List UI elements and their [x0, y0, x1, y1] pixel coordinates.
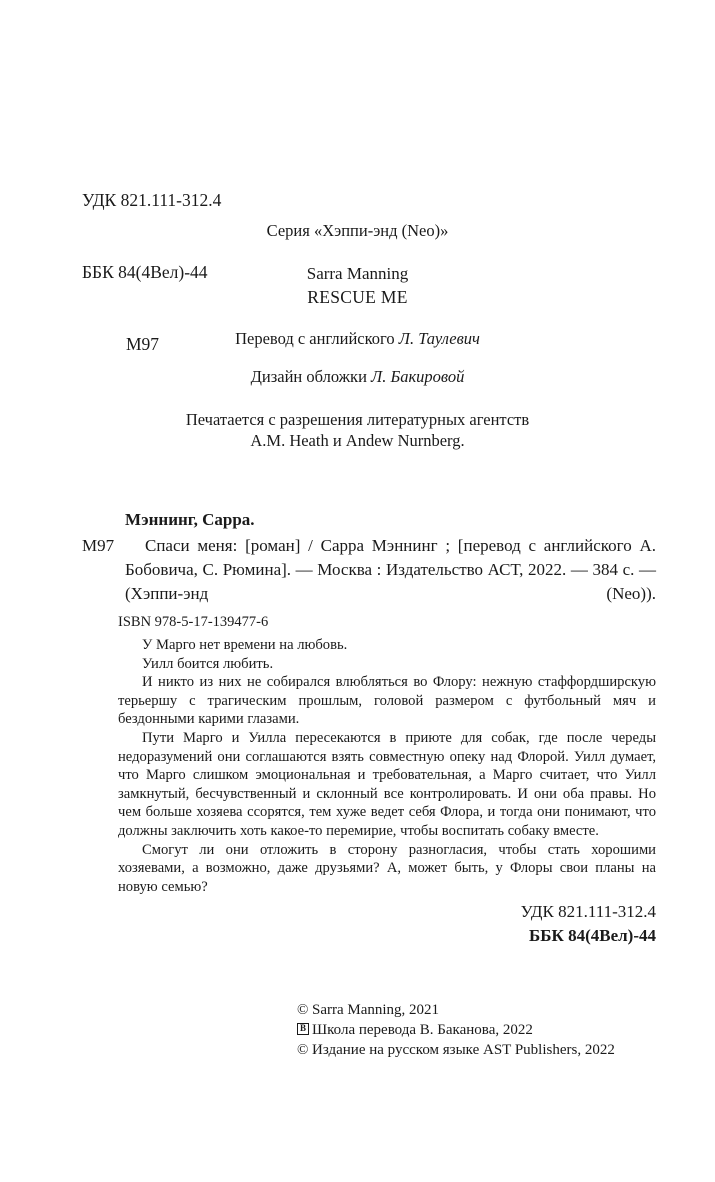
- annotation-paragraph: И никто из них не собирался влюбляться во Флору: нежную стаффордширскую терьершу с трагическим прошлым, головой размером с футбольный мяч и бездонными карими глазами.: [118, 674, 656, 728]
- copyright-block: [297, 1000, 615, 1060]
- translator-prefix: Перевод с английского: [235, 329, 399, 348]
- copyright-line-publisher: [297, 1040, 615, 1060]
- permission-line-2: A.M. Heath и Andew Nurnberg.: [250, 431, 465, 450]
- bibliographic-record: [82, 508, 656, 630]
- bbk-code-top: ББК 84(4Вел)-44: [82, 262, 208, 282]
- copyright-translation-text: Школа перевода В. Баканова, 2022: [312, 1022, 533, 1038]
- designer-name: Л. Бакировой: [371, 367, 465, 386]
- udk-code-bottom: УДК 821.111-312.4: [520, 902, 656, 921]
- udk-code-top: УДК 821.111-312.4: [82, 190, 222, 210]
- permission-notice: [0, 409, 715, 451]
- bakanov-school-logo-icon: [297, 1023, 309, 1035]
- translator-credit: [0, 328, 715, 350]
- biblio-sigla: М97: [82, 536, 115, 555]
- copyright-icon: ©: [297, 1042, 309, 1058]
- original-author: Sarra Manning: [306, 264, 409, 283]
- library-codes-bottom: [0, 900, 656, 948]
- copyright-publisher-text: Издание на русском языке AST Publishers, 2022: [312, 1042, 615, 1058]
- designer-prefix: Дизайн обложки: [250, 367, 372, 386]
- isbn-line: ISBN 978-5-17-139477-6: [118, 614, 269, 630]
- annotation-paragraph: Уилл боится любить.: [142, 655, 274, 672]
- translator-name: Л. Таулевич: [398, 329, 480, 348]
- biblio-entry-text: Спаси меня: [роман] / Сарра Мэннинг ; [перевод с английского А. Бобовича, С. Рюмина]. — Москва : Издательство АСТ, 2022. — 384 с. — (Хэппи-энд (Neo)).: [125, 536, 656, 603]
- copyright-icon: ©: [297, 1002, 309, 1018]
- bbk-code-bottom: ББК 84(4Вел)-44: [529, 926, 656, 945]
- biblio-author-heading: Мэннинг, Сарра.: [125, 510, 255, 529]
- permission-line-1: Печатается с разрешения литературных агентств: [185, 410, 530, 429]
- cover-designer-credit: [0, 366, 715, 388]
- series-line: Серия «Хэппи-энд (Neo)»: [266, 221, 449, 240]
- original-title: RESCUE ME: [307, 287, 408, 307]
- author-sigla-top: М97: [126, 334, 160, 354]
- annotation-paragraph: Пути Марго и Уилла пересекаются в приюте для собак, где после череды недоразумений они соглашаются взять совместную опеку над Флорой. Уилл думает, что Марго слишком эмоциональная и требовательная, а Марго считает, что Уилл замкнутый, бесчувственный и склонный все контролировать. И они оба правы. Но чем больше хозяева ссорятся, тем хуже ведет себя Флора, и тогда они понимают, что должны заключить хоть какое-то перемирие, чтобы воспитать собаку вместе.: [118, 729, 656, 839]
- copyright-line-author: [297, 1000, 615, 1020]
- copyright-author-text: Sarra Manning, 2021: [312, 1002, 440, 1018]
- annotation-block: [118, 636, 656, 896]
- annotation-paragraph: У Марго нет времени на любовь.: [142, 637, 348, 653]
- annotation-paragraph: Смогут ли они отложить в сторону разногласия, чтобы стать хорошими хозяевами, а возможно, даже друзьями? А, может быть, у Флоры свои планы на новую семью?: [118, 841, 656, 895]
- copyright-line-translation-school: [297, 1020, 615, 1040]
